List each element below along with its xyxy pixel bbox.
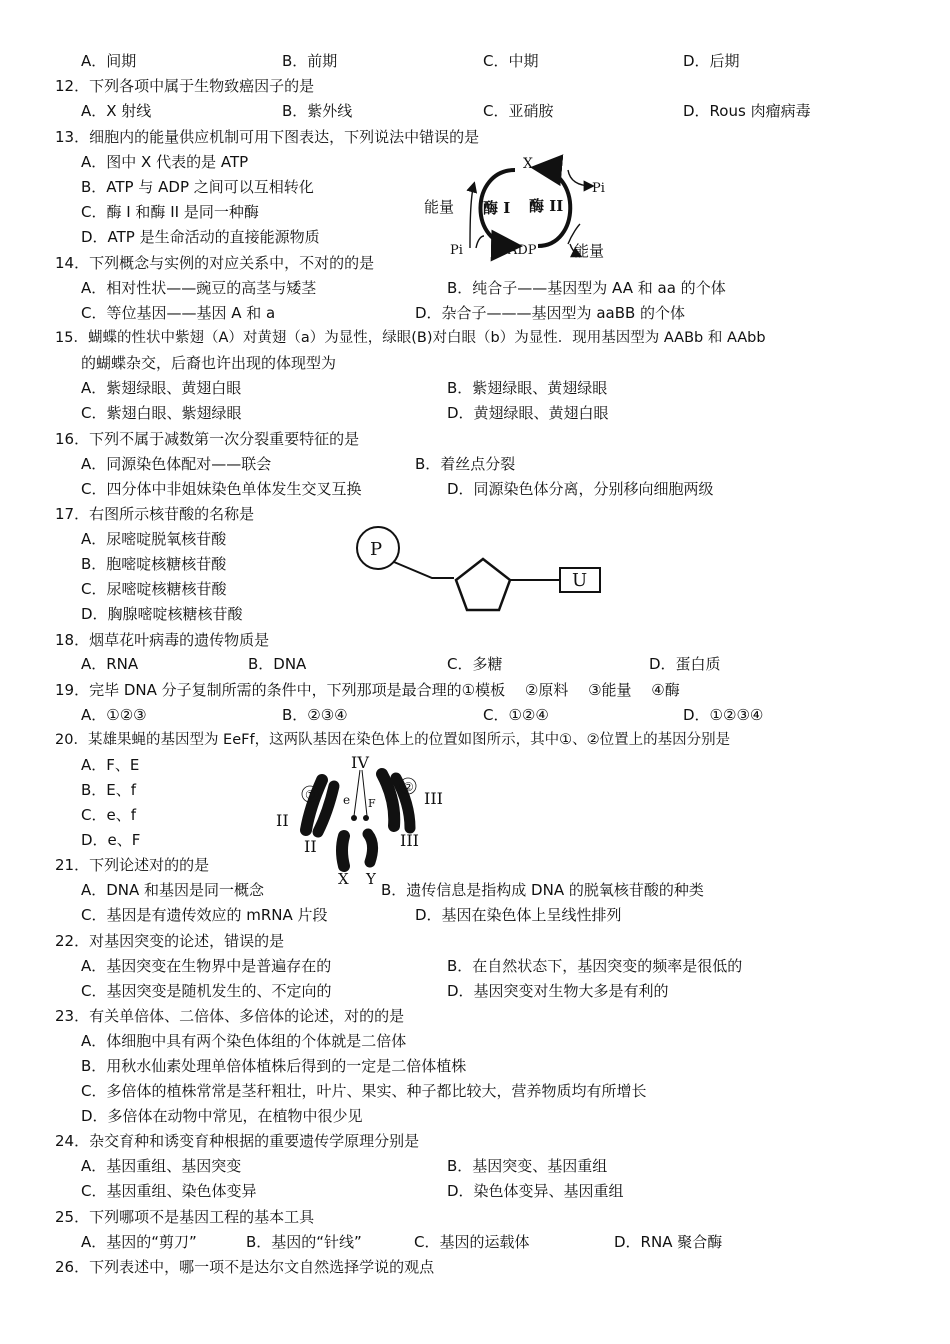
q24-stem: 24．杂交育种和诱变育种根据的重要遗传学原理分别是: [55, 1132, 420, 1150]
q19-option-c: C．①②④: [483, 706, 549, 724]
q15-option-b: B．紫翅绿眼、黄翅绿眼: [447, 379, 608, 397]
q22-option-a: A．基因突变在生物界中是普遍存在的: [81, 957, 332, 975]
q26-stem: 26．下列表述中，哪一项不是达尔文自然选择学说的观点: [55, 1258, 435, 1276]
q17-option-b: B．胞嘧啶核糖核苷酸: [81, 555, 227, 573]
q23-option-c: C．多倍体的植株常常是茎秆粗壮，叶片、果实、种子都比较大，营养物质均有所增长: [81, 1082, 647, 1100]
q21-option-a: A．DNA 和基因是同一概念: [81, 881, 265, 899]
q24-option-d: D．染色体变异、基因重组: [447, 1182, 624, 1200]
q12-option-c: C．亚硝胺: [483, 102, 554, 120]
q11-option-b: B．前期: [282, 52, 338, 70]
q11-option-c: C．中期: [483, 52, 539, 70]
q22-option-b: B．在自然状态下，基因突变的频率是很低的: [447, 957, 743, 975]
label-iii-bottom: III: [400, 831, 419, 850]
label-enzyme-1: 酶 I: [483, 199, 511, 217]
chromosome-iv-dot-right: [363, 815, 369, 821]
label-enzyme-2: 酶 II: [529, 197, 564, 215]
q20-option-d: D．e、F: [81, 831, 141, 849]
q16-option-c: C．四分体中非姐妹染色单体发生交叉互换: [81, 480, 362, 498]
q14-stem: 14．下列概念与实例的对应关系中，不对的的是: [55, 254, 375, 272]
label-pi-left: Pi: [450, 243, 463, 258]
q14-option-b: B．纯合子——基因型为 AA 和 aa 的个体: [447, 279, 726, 297]
q15-stem-line2: 的蝴蝶杂交，后裔也许出现的体现型为: [81, 354, 337, 372]
q16-option-b: B．着丝点分裂: [415, 455, 516, 473]
q18-stem: 18．烟草花叶病毒的遗传物质是: [55, 631, 270, 649]
label-gene-f: F: [368, 797, 376, 810]
q19-stem: 19．完毕 DNA 分子复制所需的条件中，下列那项是最合理的①模板 ②原料 ③能量 ④酶: [55, 681, 680, 699]
q25-option-c: C．基因的运载体: [414, 1233, 530, 1251]
q11-option-d: D．后期: [683, 52, 740, 70]
q14-option-d: D．杂合子———基因型为 aaBB 的个体: [415, 304, 686, 322]
label-position-1: ①: [305, 788, 316, 802]
q12-option-a: A．X 射线: [81, 102, 152, 120]
q22-option-c: C．基因突变是随机发生的、不定向的: [81, 982, 332, 1000]
q21-stem: 21．下列论述对的的是: [55, 856, 210, 874]
q11-option-a: A．间期: [81, 52, 137, 70]
q19-option-a: A．①②③: [81, 706, 147, 724]
q23-option-a: A．体细胞中具有两个染色体组的个体就是二倍体: [81, 1032, 407, 1050]
atp-cycle-diagram: [420, 150, 620, 265]
q23-option-d: D．多倍体在动物中常见，在植物中很少见: [81, 1107, 363, 1125]
chromosome-diagram: [270, 752, 450, 890]
q25-option-a: A．基因的“剪刀”: [81, 1233, 197, 1251]
q13-stem: 13．细胞内的能量供应机制可用下图表达，下列说法中错误的是: [55, 128, 480, 146]
q17-option-a: A．尿嘧啶脱氧核苷酸: [81, 530, 227, 548]
q20-option-b: B．E、f: [81, 781, 137, 799]
q14-option-c: C．等位基因——基因 A 和 a: [81, 304, 276, 322]
q25-stem: 25．下列哪项不是基因工程的基本工具: [55, 1208, 315, 1226]
phosphate-label: P: [370, 539, 383, 560]
label-iv: IV: [351, 753, 369, 772]
chromosome-y: [368, 834, 373, 862]
q22-option-d: D．基因突变对生物大多是有利的: [447, 982, 669, 1000]
q18-option-c: C．多糖: [447, 655, 503, 673]
label-energy-left: 能量: [424, 198, 455, 216]
q12-option-b: B．紫外线: [282, 102, 353, 120]
q25-option-b: B．基因的“针线”: [246, 1233, 362, 1251]
q21-option-b: B．遗传信息是指构成 DNA 的脱氧核苷酸的种类: [381, 881, 704, 899]
q25-option-d: D．RNA 聚合酶: [614, 1233, 723, 1251]
label-y-chromosome: Y: [366, 870, 376, 888]
base-label: U: [572, 570, 588, 591]
q23-stem: 23．有关单倍体、二倍体、多倍体的论述，对的的是: [55, 1007, 405, 1025]
q18-option-a: A．RNA: [81, 655, 139, 673]
q16-stem: 16．下列不属于减数第一次分裂重要特征的是: [55, 430, 360, 448]
q20-stem: 20．某雄果蝇的基因型为 EeFf，这两队基因在染色体上的位置如图所示，其中①、②位置上的基因分别是: [55, 732, 731, 748]
q12-option-d: D．Rous 肉瘤病毒: [683, 102, 811, 120]
q18-option-d: D．蛋白质: [649, 655, 721, 673]
q24-option-c: C．基因重组、染色体变异: [81, 1182, 257, 1200]
q19-option-b: B．②③④: [282, 706, 348, 724]
q23-option-b: B．用秋水仙素处理单倍体植株后得到的一定是二倍体植株: [81, 1057, 467, 1075]
q15-option-a: A．紫翅绿眼、黄翅白眼: [81, 379, 242, 397]
label-ii-bottom: II: [304, 837, 317, 856]
q17-option-d: D．胸腺嘧啶核糖核苷酸: [81, 605, 243, 623]
label-x: X: [523, 156, 533, 172]
q13-option-b: B．ATP 与 ADP 之间可以互相转化: [81, 178, 314, 196]
q20-option-c: C．e、f: [81, 806, 136, 824]
label-ii-top: II: [276, 811, 289, 830]
label-pi-right: Pi: [592, 181, 605, 196]
q16-option-d: D．同源染色体分离，分别移向细胞两级: [447, 480, 714, 498]
label-energy-right: 能量: [574, 242, 605, 260]
label-x-chromosome: X: [338, 870, 349, 888]
q16-option-a: A．同源染色体配对——联会: [81, 455, 272, 473]
label-adp: ADP: [508, 243, 537, 258]
q13-option-c: C．酶 I 和酶 II 是同一种酶: [81, 203, 259, 221]
chromosome-x: [342, 836, 344, 866]
label-position-2: ②: [403, 780, 414, 794]
q18-option-b: B．DNA: [248, 655, 307, 673]
q17-option-c: C．尿嘧啶核糖核苷酸: [81, 580, 227, 598]
q14-option-a: A．相对性状——豌豆的高茎与矮茎: [81, 279, 317, 297]
q13-option-d: D．ATP 是生命活动的直接能源物质: [81, 228, 320, 246]
label-gene-e: e: [343, 793, 351, 807]
q15-option-d: D．黄翅绿眼、黄翅白眼: [447, 404, 609, 422]
pentose-ring: [456, 559, 510, 610]
q12-stem: 12．下列各项中属于生物致癌因子的是: [55, 77, 315, 95]
q20-option-a: A．F、E: [81, 756, 140, 774]
q15-option-c: C．紫翅白眼、紫翅绿眼: [81, 404, 242, 422]
nucleotide-diagram: [350, 522, 610, 622]
q22-stem: 22．对基因突变的论述，错误的是: [55, 932, 285, 950]
q21-option-c: C．基因是有遗传效应的 mRNA 片段: [81, 906, 328, 924]
q21-option-d: D．基因在染色体上呈线性排列: [415, 906, 622, 924]
q13-option-a: A．图中 X 代表的是 ATP: [81, 153, 249, 171]
q17-stem: 17．右图所示核苷酸的名称是: [55, 505, 255, 523]
q24-option-b: B．基因突变、基因重组: [447, 1157, 608, 1175]
q24-option-a: A．基因重组、基因突变: [81, 1157, 242, 1175]
label-iii-top: III: [424, 789, 443, 808]
q15-stem-line1: 15．蝴蝶的性状中紫翅（A）对黄翅（a）为显性，绿眼(B)对白眼（b）为显性．现用基因型为 AABb 和 AAbb: [55, 330, 766, 346]
q19-option-d: D．①②③④: [683, 706, 764, 724]
chromosome-iv-dot-left: [351, 815, 357, 821]
